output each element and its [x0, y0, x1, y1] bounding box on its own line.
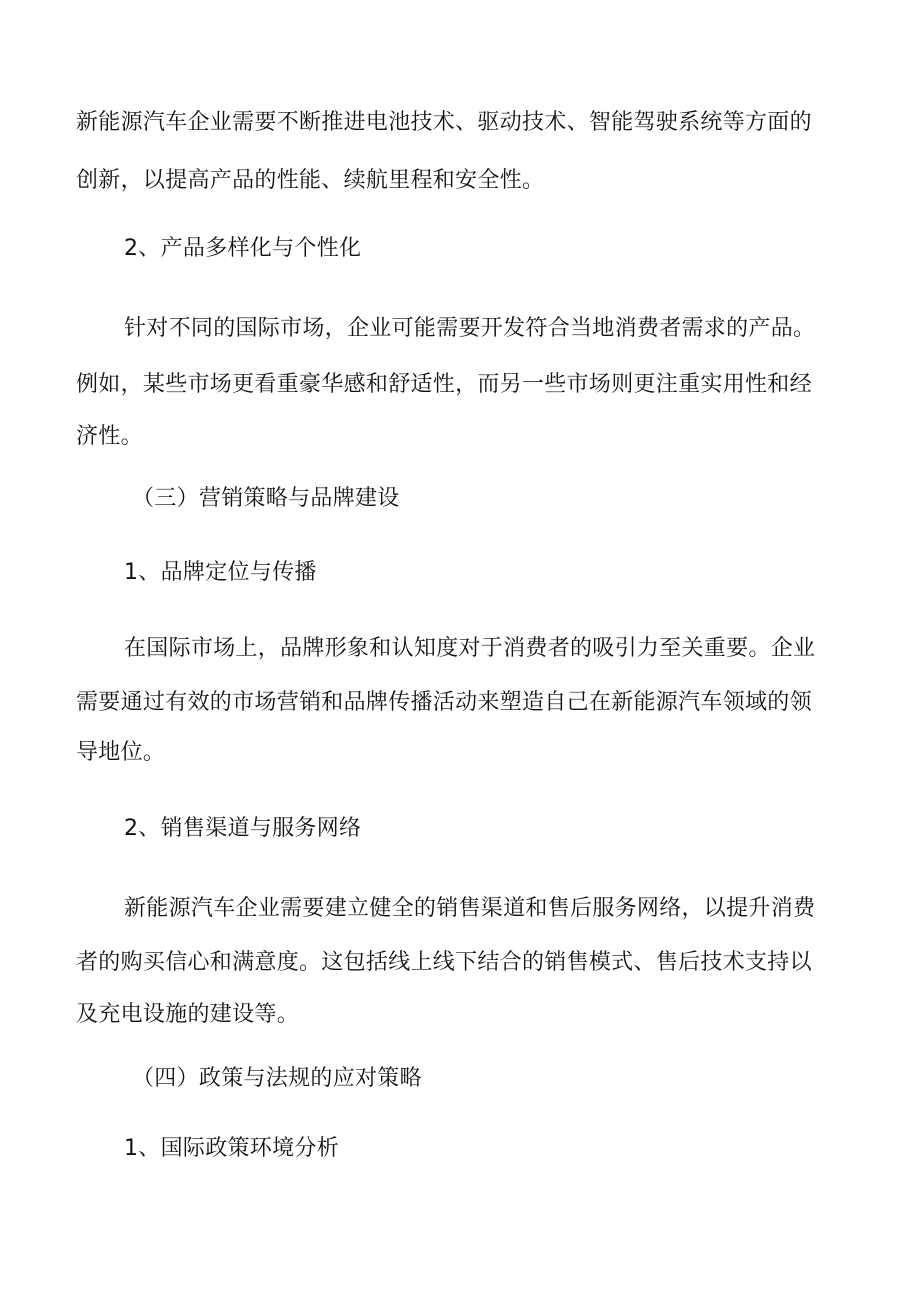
paragraph-line: 创新，以提高产品的性能、续航里程和安全性。 [76, 168, 545, 193]
paragraph-line: 新能源汽车企业需要建立健全的销售渠道和售后服务网络，以提升消费 [124, 896, 816, 921]
paragraph-line: 导地位。 [76, 740, 166, 765]
paragraph-line: 济性。 [76, 424, 143, 449]
heading-brand-positioning: 1、品牌定位与传播 [124, 560, 317, 585]
section-heading-marketing: （三）营销策略与品牌建设 [132, 486, 400, 511]
heading-policy-environment: 1、国际政策环境分析 [124, 1136, 339, 1161]
paragraph-line: 针对不同的国际市场，企业可能需要开发符合当地消费者需求的产品。 [124, 316, 816, 341]
heading-product-diversification: 2、产品多样化与个性化 [124, 236, 362, 261]
paragraph-line: 例如，某些市场更看重豪华感和舒适性，而另一些市场则更注重实用性和经 [76, 372, 812, 397]
paragraph-line: 者的购买信心和满意度。这包括线上线下结合的销售模式、售后技术支持以 [76, 950, 812, 975]
paragraph-line: 新能源汽车企业需要不断推进电池技术、驱动技术、智能驾驶系统等方面的 [76, 110, 812, 135]
section-heading-policy: （四）政策与法规的应对策略 [132, 1066, 422, 1091]
paragraph-line: 及充电设施的建设等。 [76, 1002, 300, 1027]
heading-sales-channels: 2、销售渠道与服务网络 [124, 816, 362, 841]
paragraph-line: 需要通过有效的市场营销和品牌传播活动来塑造自己在新能源汽车领域的领 [76, 690, 812, 715]
paragraph-line: 在国际市场上，品牌形象和认知度对于消费者的吸引力至关重要。企业 [124, 636, 816, 661]
